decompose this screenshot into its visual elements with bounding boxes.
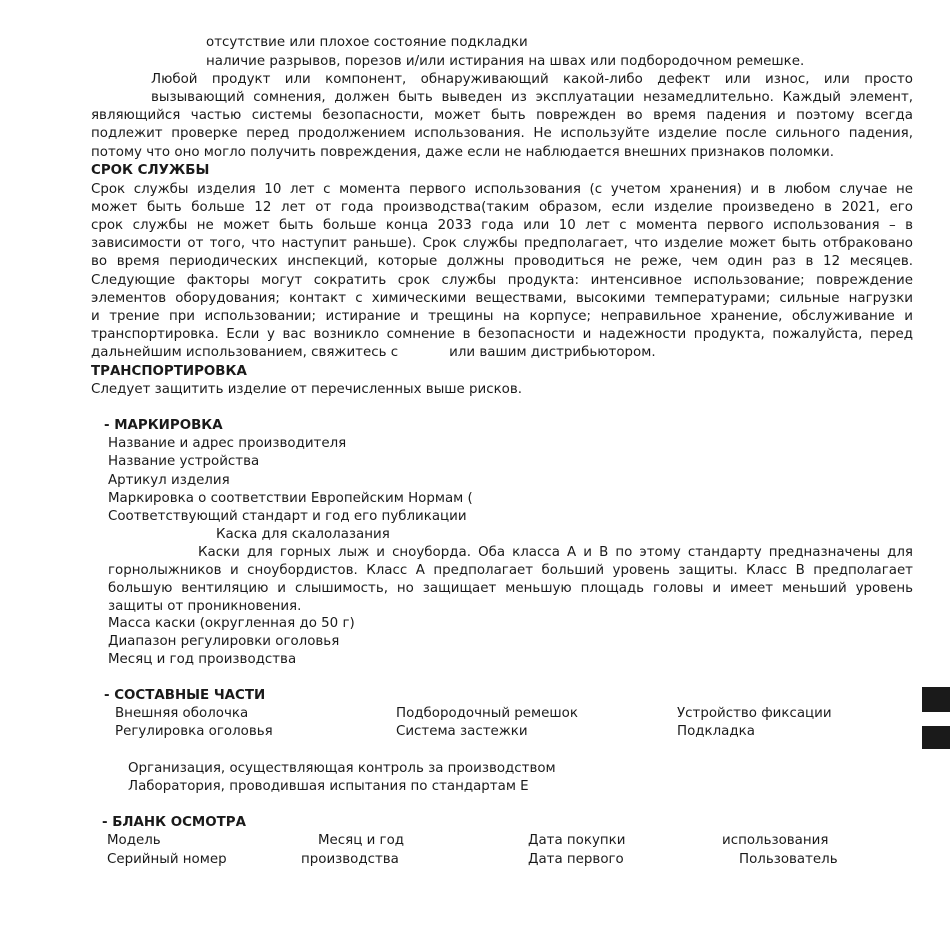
marking-item: Маркировка о соответствии Европейским Нормам ( <box>108 491 473 506</box>
part-label: Устройство фиксации <box>677 706 832 721</box>
part-label: Подкладка <box>677 724 755 739</box>
marking-item: Масса каски (округленная до 50 г) <box>108 616 355 631</box>
page-edge-marker <box>922 687 950 712</box>
marking-item: Название и адрес производителя <box>108 436 347 451</box>
helmet-type: Каска для скалолазания <box>216 527 390 542</box>
transport-heading: ТРАНСПОРТИРОВКА <box>91 364 247 379</box>
marking-item: Артикул изделия <box>108 473 230 488</box>
part-label: Система застежки <box>396 724 528 739</box>
paragraph-line: подлежит проверке перед продолжением использования. Не используйте изделие после сильного падения, <box>91 126 913 141</box>
org-line: Организация, осуществляющая контроль за производством <box>128 761 556 776</box>
page-edge-marker <box>922 726 950 749</box>
helmet-class-line: горнолыжников и сноубордистов. Класс А предполагает больший уровень защиты. Класс В предполагает <box>108 563 913 578</box>
part-label: Регулировка оголовья <box>115 724 273 739</box>
helmet-class-line: Каски для горных лыж и сноуборда. Оба класса А и В по этому стандарту предназначены для <box>198 545 913 560</box>
service-life-line: дальнейшим использованием, свяжитесь с или вашим дистрибьютором. <box>91 345 656 360</box>
paragraph-line: потому что оно могло получить повреждения, даже если не наблюдается внешних признаков поломки. <box>91 145 834 160</box>
org-line: Лаборатория, проводившая испытания по стандартам Е <box>128 779 529 794</box>
marking-item: Диапазон регулировки оголовья <box>108 634 340 649</box>
part-label: Подбородочный ремешок <box>396 706 578 721</box>
helmet-class-line: большую вентиляцию и слышимость, но защищает меньшую площадь головы и имеет меньший уровень <box>108 581 913 596</box>
service-life-line: Срок службы изделия 10 лет с момента первого использования (с учетом хранения) и в любом случае не <box>91 182 913 197</box>
part-label: Внешняя оболочка <box>115 706 249 721</box>
inspection-field: Серийный номер <box>107 852 227 867</box>
service-life-line: и трение при использовании; истирание и трещины на корпусе; неправильное хранение, обслуживание и <box>91 309 913 324</box>
inspection-field: производства <box>301 852 399 867</box>
paragraph-line: вызывающий сомнения, должен быть выведен из эксплуатации незамедлительно. Каждый элемент, <box>151 90 913 105</box>
inspection-field: использования <box>722 833 829 848</box>
inspection-field: Дата покупки <box>528 833 626 848</box>
defect-item: наличие разрывов, порезов и/или истирания на швах или подбородочном ремешке. <box>206 54 805 69</box>
service-life-line: зависимости от того, что наступит раньше). Срок службы предполагает, что изделие может быть отбраковано <box>91 236 913 251</box>
inspection-field: Дата первого <box>528 852 624 867</box>
marking-item: Соответствующий стандарт и год его публикации <box>108 509 467 524</box>
service-life-line: транспортировка. Если у вас возникло сомнение в безопасности и надежности продукта, пожалуйста, перед <box>91 327 913 342</box>
transport-text: Следует защитить изделие от перечисленных выше рисков. <box>91 382 523 397</box>
service-life-line: во время периодических инспекций, которые должны проводиться не реже, чем один раз в 12 месяцев. <box>91 254 913 269</box>
service-life-heading: СРОК СЛУЖБЫ <box>91 163 210 178</box>
helmet-class-line: защиты от проникновения. <box>108 599 302 614</box>
paragraph-line: являющийся частью системы безопасности, может быть поврежден во время падения и поэтому всегда <box>91 108 913 123</box>
inspection-field: Пользователь <box>739 852 838 867</box>
parts-heading: - СОСТАВНЫЕ ЧАСТИ <box>104 688 266 703</box>
inspection-field: Месяц и год <box>318 833 405 848</box>
service-life-line: Следующие факторы могут сократить срок службы продукта: интенсивное использование; повреждение <box>91 273 913 288</box>
marking-item: Название устройства <box>108 454 260 469</box>
marking-item: Месяц и год производства <box>108 652 297 667</box>
inspection-field: Модель <box>107 833 161 848</box>
defect-item: отсутствие или плохое состояние подкладки <box>206 35 528 50</box>
marking-heading: - МАРКИРОВКА <box>104 418 223 433</box>
paragraph-line: Любой продукт или компонент, обнаруживающий какой-либо дефект или износ, или просто <box>151 72 913 87</box>
service-life-line: может быть больше 12 лет от года производства(таким образом, если изделие произведено в 2021, его <box>91 200 913 215</box>
service-life-line: срок службы не может быть больше конца 2033 года или 10 лет с момента первого использования – в <box>91 218 913 233</box>
service-life-line: элементов оборудования; контакт с химическими веществами, высокими температурами; сильные нагрузки <box>91 291 913 306</box>
inspection-heading: - БЛАНК ОСМОТРА <box>102 815 246 830</box>
